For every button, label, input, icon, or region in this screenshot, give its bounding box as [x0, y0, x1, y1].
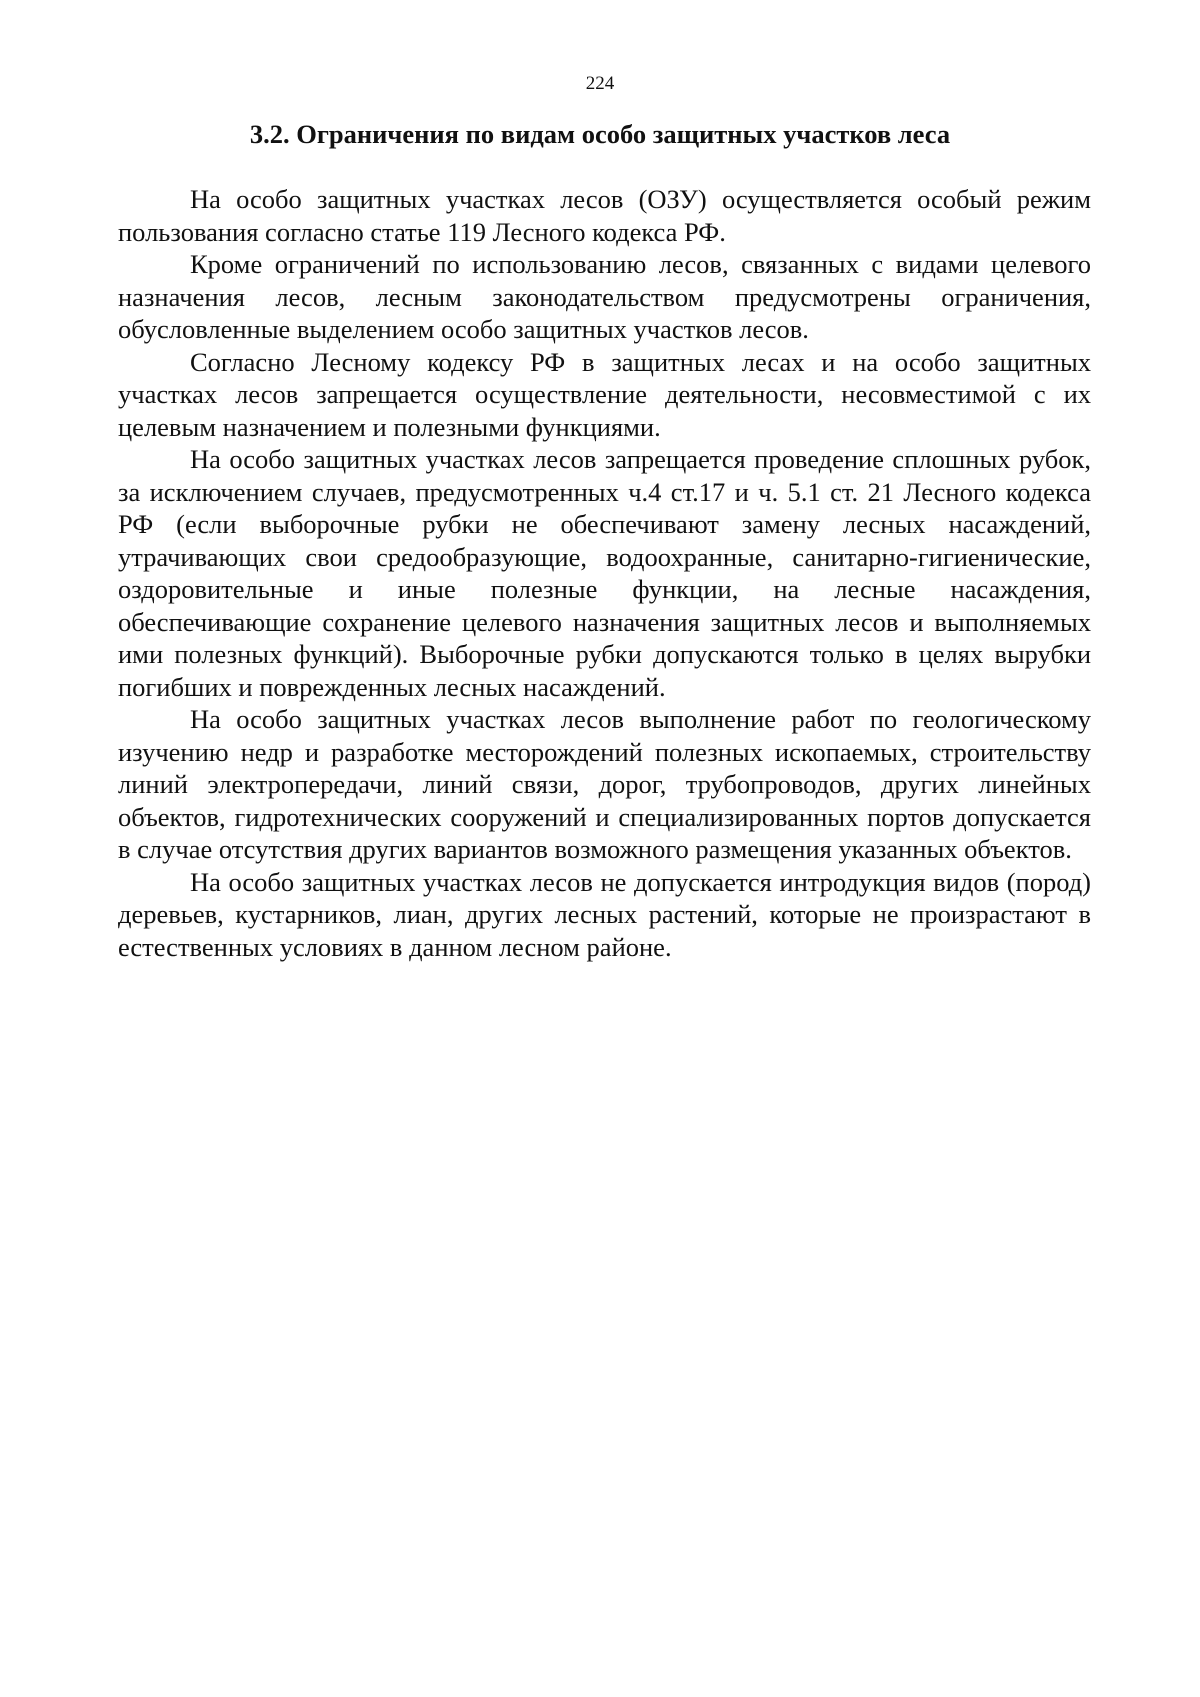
paragraph-restrictions: Кроме ограничений по использованию лесов, связанных с видами целевого назначения лесов, лесным законодательством предусмотрены ограничения, обусловленные выделением особо защитных участков лесов. — [118, 249, 1091, 344]
section-title: 3.2. Ограничения по видам особо защитных участков леса — [249, 119, 951, 149]
body-text — [118, 183, 1091, 963]
paragraph-introduction: На особо защитных участках лесов не допускается интродукция видов (пород) деревьев, кустарников, лиан, других лесных растений, которые не произрастают в естественных условиях в данном лесном районе. — [118, 866, 1091, 962]
paragraph-ozu-regime: На особо защитных участках лесов (ОЗУ) осуществляется особый режим пользования согласно статье 119 Лесного кодекса РФ. — [118, 184, 1091, 247]
page-number: 224 — [585, 73, 615, 94]
paragraph-construction: На особо защитных участках лесов выполнение работ по геологическому изучению недр и разработке месторождений полезных ископаемых, строительству линий электропередачи, линий связи, дорог, трубопроводов, других линейных объектов, гидротехнических сооружений и специализированных портов допускается в случае отсутствия других вариантов возможного размещения указанных объектов. — [118, 704, 1091, 864]
paragraph-clear-cutting: На особо защитных участках лесов запрещается проведение сплошных рубок, за исключением случаев, предусмотренных ч.4 ст.17 и ч. 5.1 ст. 21 Лесного кодекса РФ (если выборочные рубки не обеспечивают замену лесных насаждений, утрачивающих свои средообразующие, водоохранные, санитарно-гигиенические, оздоровительные и иные полезные функции, на лесные насаждения, обеспечивающие сохранение целевого назначения защитных лесов и выполняемых ими полезных функций). Выборочные рубки допускаются только в целях вырубки погибших и поврежденных лесных насаждений. — [118, 444, 1091, 702]
paragraph-forest-code: Согласно Лесному кодексу РФ в защитных лесах и на особо защитных участках лесов запрещается осуществление деятельности, несовместимой с их целевым назначением и полезными функциями. — [118, 346, 1091, 442]
